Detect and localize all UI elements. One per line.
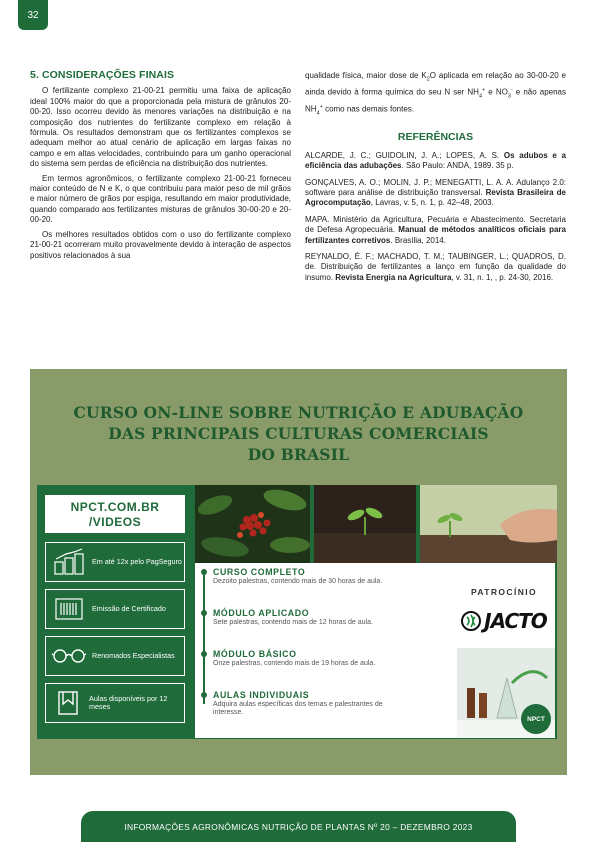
references-list (305, 151, 566, 283)
option-modulo-basico[interactable]: MÓDULO BÁSICO Onze palestras, contendo mais de 19 horas de aula. (213, 649, 403, 668)
paragraph: Em termos agronômicos, o fertilizante complexo 21-00-21 forneceu maior conteúdo de N e K, o que contribuiu para maior peso de mil grãos e maior número de grãos por espiga, resultando em maior produtividade, quando comparado aos fertilizantes misturas de grânulos 30-00-20 e 20-00-20. (30, 173, 291, 225)
ad-panel (37, 485, 557, 739)
ad-features (37, 485, 192, 739)
course-options (195, 563, 555, 738)
paragraph: O fertilizante complexo 21-00-21 permitiu uma faixa de aplicação ideal 100% maior do que a proporcionada pela mistura de grânulos 20-00-20. Isso ocorreu devido às menores variações na distribuição e na composição dos nutrientes do fertilizante complexo em relação à fórmula. Os resultados demonstram que os fertilizantes complexos se adequam melhor ao atual cenário de aplicação em largas faixas no campo e em altas velocidades, contribuindo para um ganho operacional do sistema sem perdas de eficiência na distribuição dos nutrientes. (30, 86, 291, 169)
right-column (305, 71, 566, 289)
certificate-icon (46, 590, 92, 628)
lab-photo (457, 648, 555, 738)
paragraph: Os melhores resultados obtidos com o uso do fertilizante complexo 21-00-21 ocorreram muito provavelmente devido à interação de aspectos positivos relacionados à sua (30, 229, 291, 260)
sponsor-label: PATROCÍNIO (470, 587, 538, 597)
option-aulas-individuais[interactable]: AULAS INDIVIDUAIS Adquira aulas específicas dos temas e palestrantes de interesse. (213, 690, 403, 718)
coffee-plant-photo (195, 485, 310, 563)
reference-item: MAPA. Ministério da Agricultura, Pecuária e Abastecimento. Secretaria de Defesa Agropecuária. Manual de métodos analíticos oficiais para fertilizantes corretivos. Brasília, 2014. (305, 214, 566, 245)
course-url-link[interactable]: NPCT.COM.BR /VIDEOS (45, 495, 185, 533)
page-number: 32 (18, 0, 48, 30)
reference-item: ALCARDE, J. C.; GUIDOLIN, J. A.; LOPES, A. S. Os adubos e a eficiência das adubações. São Paulo: ANDA, 1989. 35 p. (305, 150, 566, 171)
seedling-photo (314, 485, 416, 563)
timeline-line (203, 569, 205, 704)
feature-specialists: Renomados Especialistas (45, 636, 185, 676)
reference-item: GONÇALVES, A. O.; MOLIN, J. P.; MENEGATTI, L. A. A. Adulanço 2.0: software para análise de distribuição transversal. Revista Brasileira de Agrocomputação, Lavras, v. 5, n. 1, p. 42–48, 2003. (305, 177, 566, 208)
option-curso-completo[interactable]: CURSO COMPLETO Dezoito palestras, contendo mais de 30 horas de aula. (213, 567, 403, 586)
paragraph-continued: qualidade física, maior dose de $K_2O$ aplicada em relação ao 30-00-20 e ainda devido à forma química do seu N ser $NH_4^+$ e $NO_3^-$ e não apenas $NH_4^+$ como nas demais fontes. (305, 71, 566, 116)
jacto-logo: JACTO (449, 607, 559, 635)
glasses-icon (46, 637, 92, 675)
feature-availability: Aulas disponíveis por 12 meses (45, 683, 185, 723)
course-advertisement[interactable] (30, 369, 567, 775)
npct-badge: NPCT (521, 704, 551, 734)
bookmark-icon (46, 684, 89, 722)
references-title: REFERÊNCIAS (397, 131, 474, 144)
feature-installments: Em até 12x pelo PagSeguro (45, 542, 185, 582)
hand-planting-photo (420, 485, 557, 563)
page-footer: INFORMAÇÕES AGRONÔMICAS NUTRIÇÃO DE PLANTAS Nº 20 – DEZEMBRO 2023 (81, 811, 516, 842)
ad-title: CURSO ON-LINE SOBRE NUTRIÇÃO E ADUBAÇÃO DAS PRINCIPAIS CULTURAS COMERCIAIS DO BRASIL (73, 403, 524, 464)
reference-item: REYNALDO, É. F.; MACHADO, T. M.; TAUBINGER, L.; QUADROS, D. de. Distribuição de fertilizantes a lanço em função da qualidade do insumo. Revista Energia na Agricultura, v. 31, n. 1, , p. 24-30, 2016. (305, 251, 566, 282)
feature-certificate: Emissão de Certificado (45, 589, 185, 629)
coins-icon (46, 543, 92, 581)
option-modulo-aplicado[interactable]: MÓDULO APLICADO Sete palestras, contendo mais de 12 horas de aula. (213, 608, 403, 627)
left-column (30, 70, 291, 265)
section-title: 5. CONSIDERAÇÕES FINAIS (30, 69, 175, 81)
